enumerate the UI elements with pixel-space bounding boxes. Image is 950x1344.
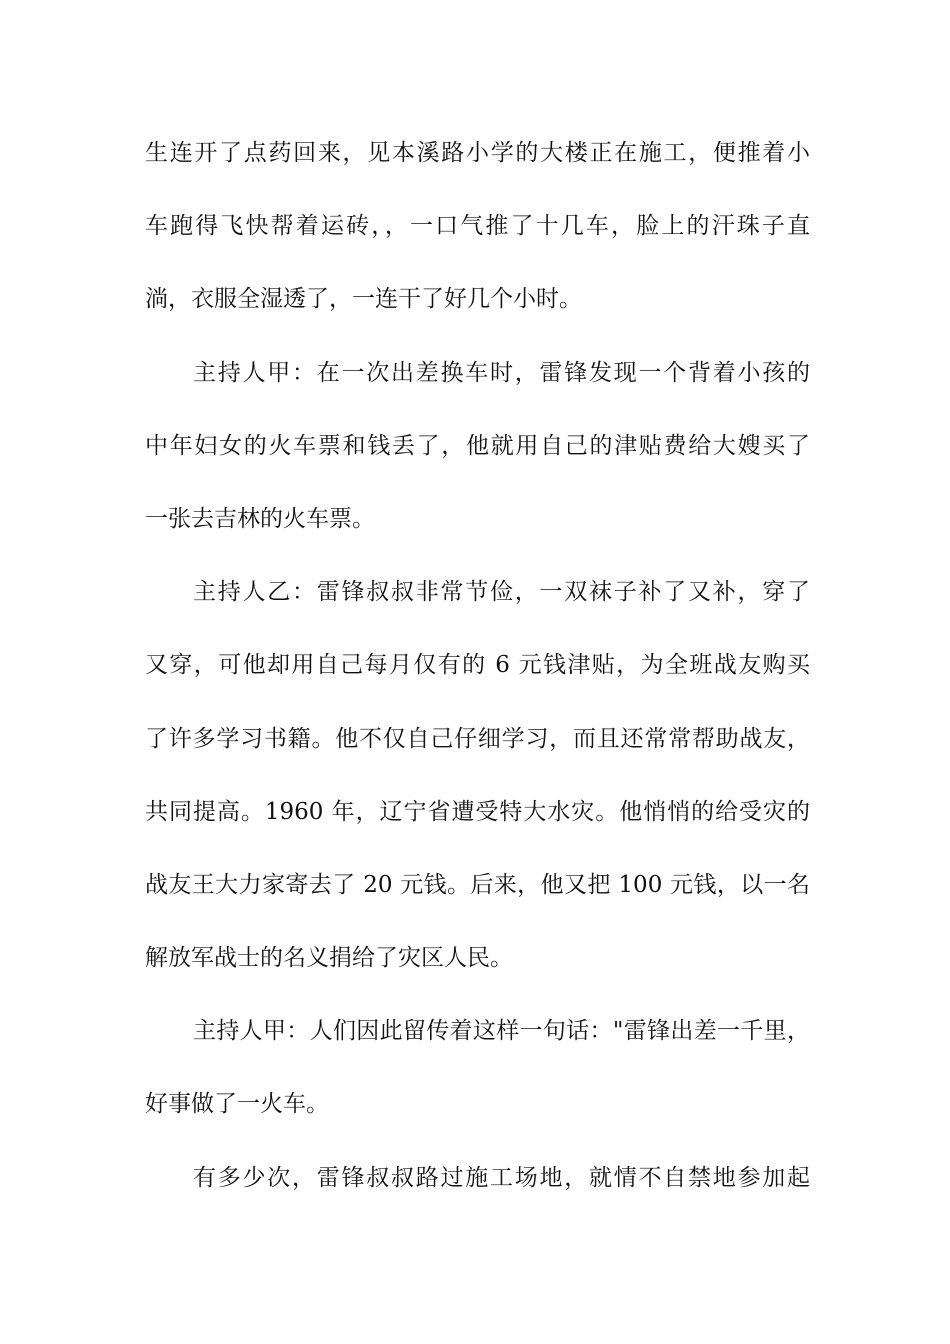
text-line-2 [145,190,810,263]
text-line-content: 主持人乙：雷锋叔叔非常节俭，一双袜子补了又补，穿了 [193,579,810,606]
text-line-6 [145,483,810,556]
text-line-15 [145,1142,810,1215]
text-line-content: 中年妇女的火车票和钱丢了，他就用自己的津贴费给大嫂买了 [145,432,810,459]
document-page [145,117,810,1215]
text-line-content: 解放军战士的名义捐给了灾区人民。 [145,945,513,972]
text-line-content: 又穿，可他却用自己每月仅有的 6 元钱津贴，为全班战友购买 [145,652,810,679]
text-line-1 [145,117,810,190]
text-line-11 [145,849,810,922]
text-line-content: 一张去吉林的火车票。 [145,505,375,532]
text-line-7 [145,556,810,629]
text-line-content: 了许多学习书籍。他不仅自己仔细学习，而且还常常帮助战友， [145,725,810,752]
text-line-content: 共同提高。1960 年，辽宁省遭受特大水灾。他悄悄的给受灾的 [145,798,810,825]
text-line-13 [145,995,810,1068]
text-line-4 [145,337,810,410]
text-line-10 [145,776,810,849]
text-line-9 [145,703,810,776]
text-line-content: 有多少次，雷锋叔叔路过施工场地，就情不自禁地参加起 [193,1164,810,1191]
text-line-3 [145,263,810,336]
text-line-5 [145,410,810,483]
text-line-14 [145,1068,810,1141]
text-line-content: 好事做了一火车。 [145,1091,329,1118]
text-line-content: 生连开了点药回来，见本溪路小学的大楼正在施工，便推着小 [145,140,810,166]
text-line-12 [145,922,810,995]
text-line-content: 战友王大力家寄去了 20 元钱。后来，他又把 100 元钱，以一名 [145,871,810,898]
text-line-content: 主持人甲：人们因此留传着这样一句话："雷锋出差一千里， [193,1018,810,1045]
text-line-content: 车跑得飞快帮着运砖，，一口气推了十几车，脸上的汗珠子直 [145,213,810,240]
text-line-content: 淌，衣服全湿透了，一连干了好几个小时。 [145,286,582,313]
text-line-content: 主持人甲：在一次出差换车时，雷锋发现一个背着小孩的 [193,359,810,386]
text-line-8 [145,629,810,702]
